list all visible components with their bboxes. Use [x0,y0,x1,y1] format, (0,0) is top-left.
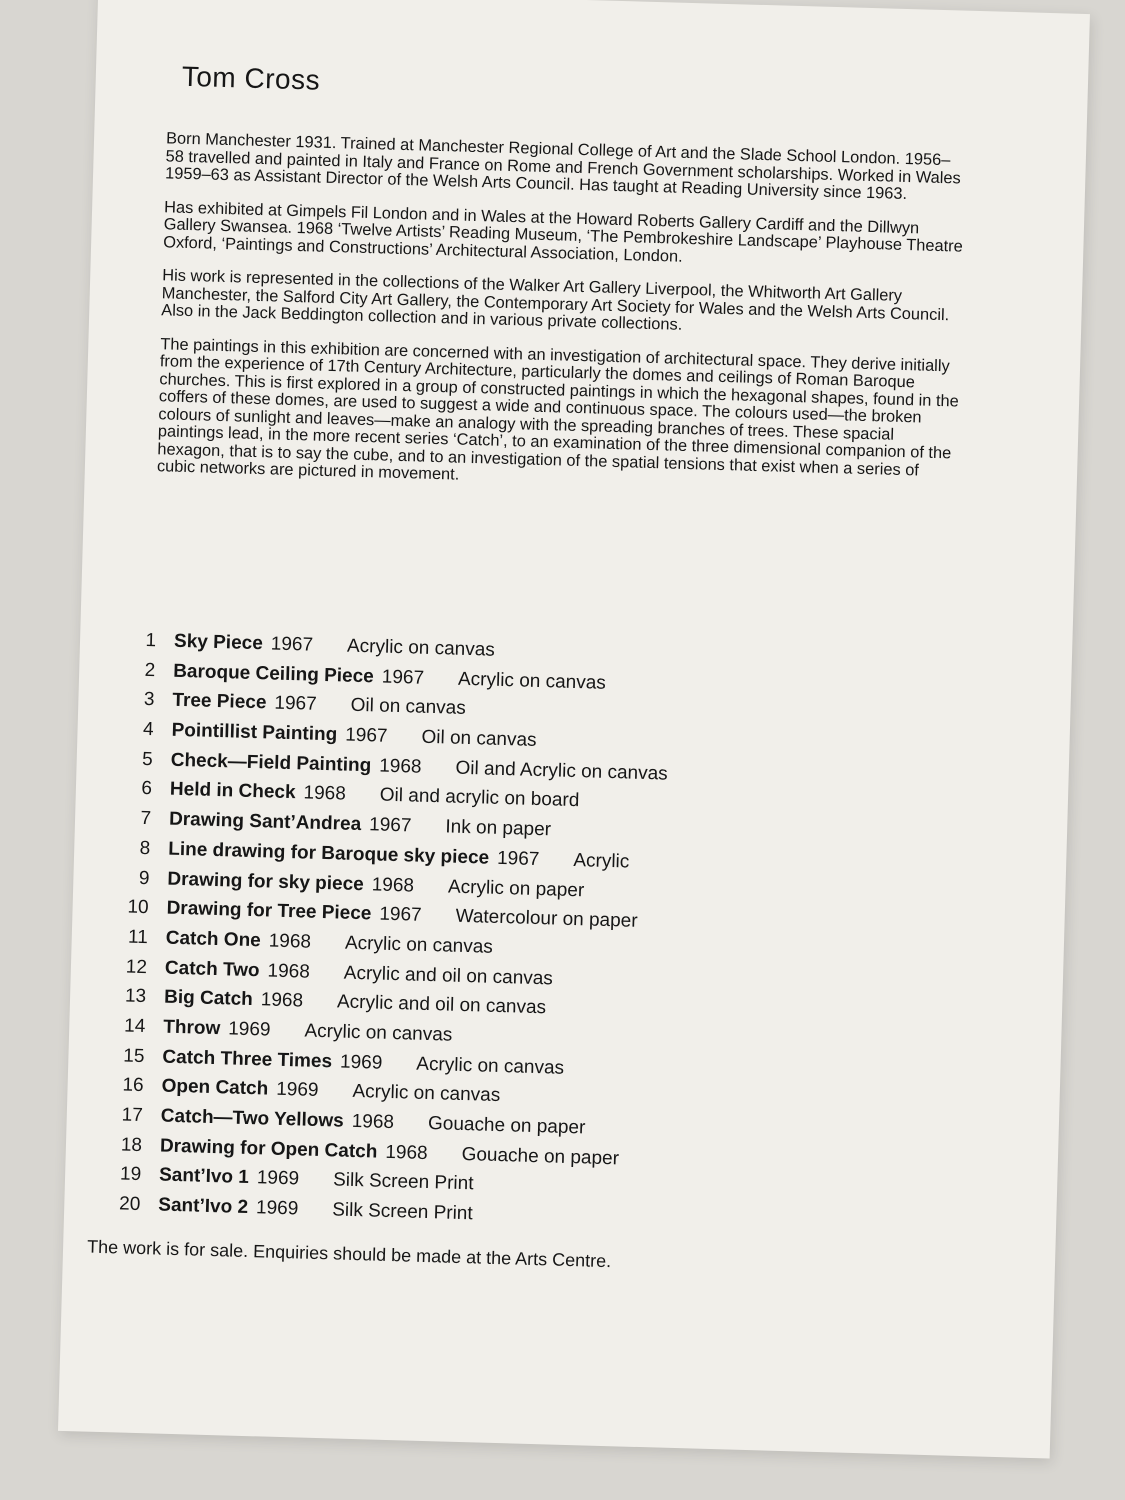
work-medium: Watercolour on paper [455,905,638,932]
work-medium: Acrylic on paper [447,875,585,901]
bio-paragraph: The paintings in this exhibition are concerned with an investigation of architectural space. They derive initially from the experience of 17th Century Architecture, particularly the domes and ceilings of Roman Baroque churches. This is first explored in a group of constructed paintings in which the hexagonal shapes, found in the coffers of these domes, are used to suggest a wide and continuous space. The colours used—the broken colours of sunlight and leaves—make an analogy with the spreading branches of trees. These spacial paintings lead, in the more recent series ‘Catch’, to an examination of the three dimensional companion of the hexagon, that is to say the cube, and to an investigation of the spatial tensions that exist when a series of cubic networks are pictured in movement. [156,334,960,484]
work-year: 1967 [496,847,540,870]
work-medium: Acrylic and oil on canvas [336,991,547,1019]
work-medium: Acrylic on canvas [457,668,607,694]
work-number: 9 [138,867,150,889]
work-number: 13 [124,985,147,1008]
work-year: 1969 [255,1197,299,1220]
work-title: Open Catch [161,1075,269,1100]
work-medium: Acrylic on canvas [352,1081,501,1107]
work-medium: Acrylic on canvas [416,1053,565,1079]
work-medium: Oil and acrylic on board [379,784,580,812]
work-title: Sant’Ivo 1 [158,1164,250,1189]
work-title: Sky Piece [173,630,264,655]
work-year: 1968 [371,873,415,897]
work-title: Held in Check [169,779,296,804]
work-year: 1968 [260,989,304,1012]
work-number: 8 [139,837,151,859]
work-title: Drawing Sant’Andrea [168,808,362,836]
work-number: 18 [120,1134,143,1156]
work-year: 1967 [379,903,422,926]
work-medium: Oil on canvas [421,726,537,751]
work-title: Baroque Ceiling Piece [172,660,375,688]
work-title: Big Catch [163,986,254,1011]
work-number: 3 [143,689,155,711]
work-medium: Ink on paper [445,816,552,841]
work-medium: Silk Screen Print [332,1169,474,1195]
work-number: 20 [118,1193,141,1216]
work-title: Sant’Ivo 2 [158,1194,249,1219]
bio-paragraph: His work is represented in the collections of the Walker Art Gallery Liverpool, the Whitworth Art Gallery Manchester, the Salford City Art Gallery, the Contemporary Art Society for Wales and the Welsh Arts Council. Also in the Jack Beddington collection and in various private collections. [161,266,950,334]
work-year: 1969 [275,1079,319,1102]
work-title: Pointillist Painting [171,719,338,746]
work-medium: Oil on canvas [350,695,467,720]
work-medium: Gouache on paper [461,1143,620,1170]
work-medium: Acrylic [573,849,630,873]
work-title: Catch Three Times [162,1046,333,1072]
work-title: Tree Piece [172,690,267,714]
work-title: Check—Field Painting [170,749,372,777]
work-title: Throw [163,1016,221,1040]
bio-paragraph: Has exhibited at Gimpels Fil London and in Wales at the Howard Roberts Gallery Cardiff and the Dillwyn Gallery Swansea. 1968 ‘Twelve Artists’ Reading Museum, ‘The Pembrokeshire Landscape’ Playhouse Theatre Oxford, ‘Paintings and Constructions’ Architectural Association, London. [162,197,963,266]
work-number: 2 [144,659,156,681]
work-year: 1968 [351,1110,395,1134]
page-title: Tom Cross [181,60,321,96]
work-title: Drawing for sky piece [167,868,365,895]
work-year: 1969 [227,1018,271,1041]
work-year: 1968 [303,782,347,806]
works-list [104,625,920,1241]
work-medium: Oil and Acrylic on canvas [455,757,669,785]
work-title: Drawing for Open Catch [159,1135,378,1163]
work-number: 19 [119,1163,142,1186]
work-medium: Silk Screen Print [331,1199,473,1225]
work-number: 16 [122,1074,144,1097]
bio-paragraph: Born Manchester 1931. Trained at Manchester Regional College of Art and the Slade School London. 1956–58 travelled and painted in Italy and France on Rome and French Government scholarships. Worked in Wales 1959–63 as Assistant Director of the Welsh Arts Council. Has taught at Reading University since 1963. [164,129,961,204]
work-number: 5 [141,748,154,770]
work-year: 1969 [256,1167,300,1190]
exhibition-sheet [58,0,1090,1459]
work-title: Catch Two [164,957,260,981]
work-number: 4 [142,718,154,741]
work-number: 12 [125,956,148,978]
work-year: 1967 [381,666,425,689]
work-title: Line drawing for Baroque sky piece [167,838,490,869]
work-year: 1967 [368,814,412,837]
work-number: 17 [121,1104,144,1127]
work-title: Catch One [165,927,262,952]
biography [156,130,966,514]
work-medium: Acrylic on canvas [344,932,494,958]
work-number: 1 [145,629,157,652]
work-year: 1969 [339,1051,383,1074]
work-title: Catch—Two Yellows [160,1105,345,1132]
work-medium: Gouache on paper [427,1113,586,1139]
work-number: 7 [140,808,152,830]
work-title: Drawing for Tree Piece [166,897,372,925]
work-medium: Acrylic on canvas [304,1020,453,1046]
work-medium: Acrylic and oil on canvas [343,962,554,990]
work-number: 10 [127,896,149,919]
work-number: 11 [127,926,149,948]
work-number: 14 [123,1015,146,1038]
work-year: 1967 [270,633,314,656]
work-year: 1967 [344,724,388,747]
work-year: 1968 [267,960,311,983]
work-number: 15 [123,1045,145,1067]
work-year: 1967 [274,692,317,716]
work-number: 6 [141,778,153,800]
work-year: 1968 [378,755,422,778]
work-year: 1968 [268,930,312,953]
work-year: 1968 [385,1141,428,1164]
work-medium: Acrylic on canvas [346,635,496,661]
sale-note: The work is for sale. Enquiries should be made at the Arts Centre. [86,1236,612,1272]
